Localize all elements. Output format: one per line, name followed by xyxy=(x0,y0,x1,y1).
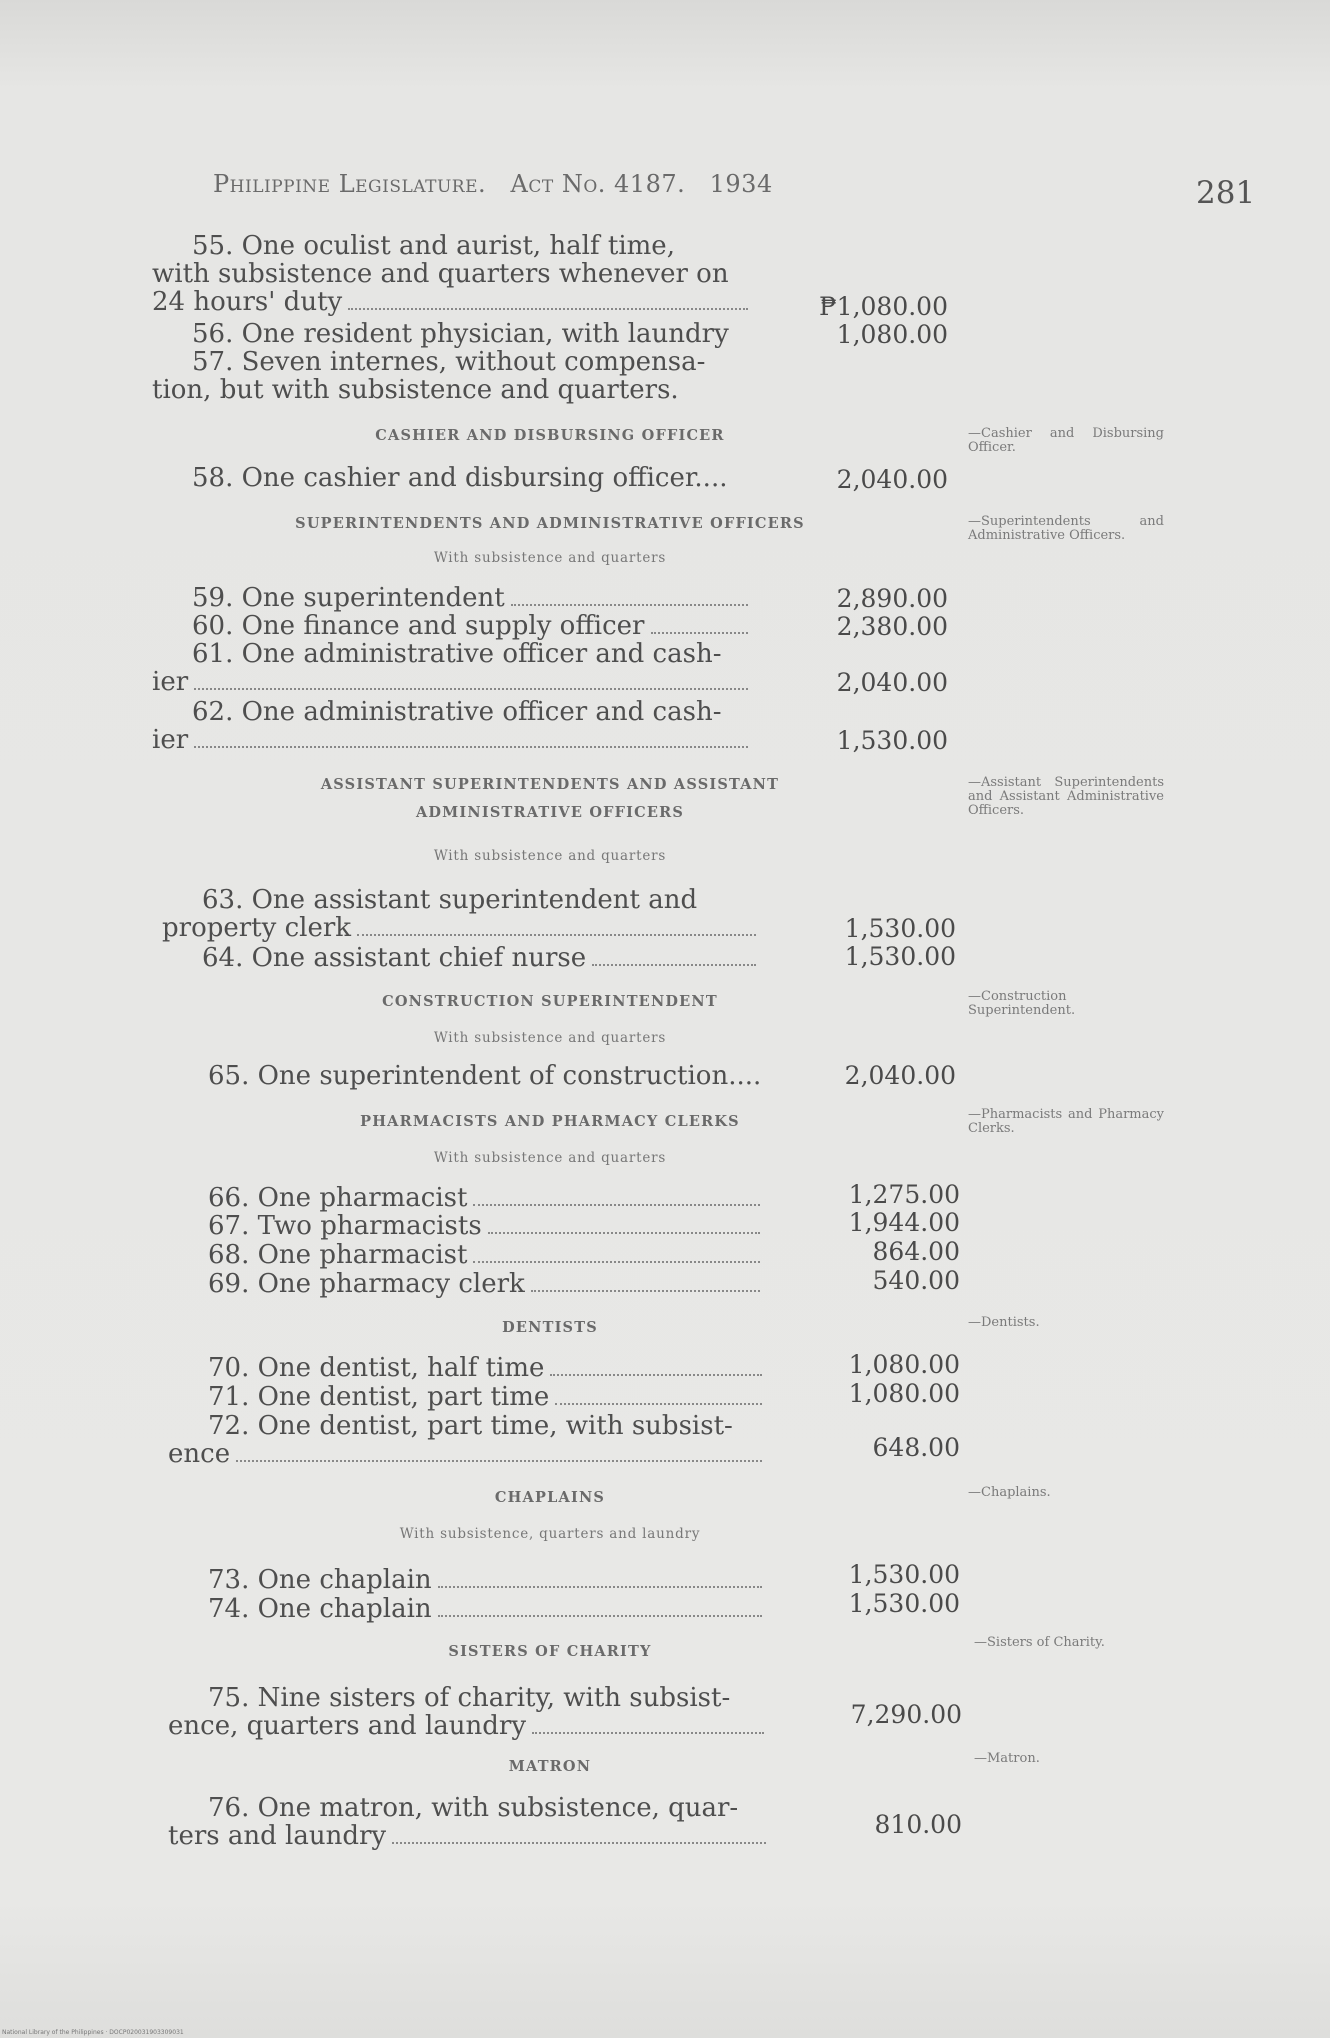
section-heading-assistants-line-2: ADMINISTRATIVE OFFICERS xyxy=(415,804,685,821)
margin-note-construction: —Construction Superintendent. xyxy=(968,989,1076,1018)
section-heading-matron: MATRON xyxy=(508,1758,592,1775)
amount-70: 1,080.00 xyxy=(848,1350,960,1379)
section-subheading-assistants: With subsistence and quarters xyxy=(433,848,667,864)
entry-70 xyxy=(168,1354,766,1382)
running-header xyxy=(213,170,773,198)
header-year: 1934 xyxy=(709,170,773,198)
section-heading-cashier: CASHIER AND DISBURSING OFFICER xyxy=(375,427,725,444)
section-heading-pharmacists: PHARMACISTS AND PHARMACY CLERKS xyxy=(360,1113,740,1130)
entry-71-line: 71. One dentist, part time xyxy=(208,1382,550,1412)
amount-64: 1,530.00 xyxy=(844,942,956,971)
entry-56 xyxy=(152,320,752,348)
section-subheading-superintendents: With subsistence and quarters xyxy=(433,550,667,566)
entry-68-line: 68. One pharmacist xyxy=(208,1240,468,1270)
entry-56-line: 56. One resident physician, with laundry xyxy=(192,319,729,349)
entry-67-line: 67. Two pharmacists xyxy=(208,1211,482,1241)
entry-65-line: 65. One superintendent of construction.... xyxy=(208,1061,762,1091)
entry-61-line-1: 61. One administrative officer and cash- xyxy=(192,639,722,669)
entry-62-line-1: 62. One administrative officer and cash- xyxy=(192,697,722,727)
header-act: Act No. 4187. xyxy=(510,170,686,198)
amount-65: 2,040.00 xyxy=(844,1061,956,1090)
entry-70-line: 70. One dentist, half time xyxy=(208,1353,545,1383)
amount-74: 1,530.00 xyxy=(848,1589,960,1618)
entry-63 xyxy=(162,886,760,942)
entry-76 xyxy=(168,1794,770,1850)
entry-63-line-1: 63. One assistant superintendent and xyxy=(202,885,698,915)
entry-61 xyxy=(152,640,752,696)
entry-63-line-2: property clerk xyxy=(162,913,352,943)
entry-66-line: 66. One pharmacist xyxy=(208,1183,468,1213)
header-legislature: Philippine Legislature. xyxy=(213,170,487,198)
section-heading-construction: CONSTRUCTION SUPERINTENDENT xyxy=(382,993,718,1010)
amount-61: 2,040.00 xyxy=(836,668,948,697)
entry-55-line-3: 24 hours' duty xyxy=(152,287,343,317)
amount-55: ₱1,080.00 xyxy=(819,292,948,321)
entry-67 xyxy=(168,1212,764,1240)
entry-61-line-2: ier xyxy=(152,667,189,697)
amount-62: 1,530.00 xyxy=(836,726,948,755)
entry-66 xyxy=(168,1184,764,1212)
section-heading-dentists: DENTISTS xyxy=(502,1319,598,1336)
entry-73 xyxy=(168,1566,766,1594)
entry-60-line: 60. One finance and supply officer xyxy=(192,611,645,641)
entry-58 xyxy=(152,464,752,492)
entry-62 xyxy=(152,698,752,754)
entry-58-line: 58. One cashier and disbursing officer.... xyxy=(192,463,728,493)
footer-watermark: National Library of the Philippines · DOCP020031903309031 xyxy=(2,2029,184,2036)
amount-72: 648.00 xyxy=(872,1433,960,1462)
entry-76-line-1: 76. One matron, with subsistence, quar- xyxy=(208,1793,739,1823)
entry-75-line-1: 75. Nine sisters of charity, with subsist- xyxy=(208,1683,731,1713)
entry-74 xyxy=(168,1595,766,1623)
entry-64-line: 64. One assistant chief nurse xyxy=(202,943,587,973)
entry-74-line: 74. One chaplain xyxy=(208,1594,432,1624)
entry-76-line-2: ters and laundry xyxy=(168,1821,387,1851)
amount-60: 2,380.00 xyxy=(836,612,948,641)
entry-62-line-2: ier xyxy=(152,725,189,755)
entry-69-line: 69. One pharmacy clerk xyxy=(208,1269,525,1299)
entry-64 xyxy=(162,944,760,972)
page-number: 281 xyxy=(1196,175,1256,211)
section-heading-sisters: SISTERS OF CHARITY xyxy=(448,1643,652,1660)
entry-57-line-2: tion, but with subsistence and quarters. xyxy=(152,375,679,405)
entry-55-line-1: 55. One oculist and aurist, half time, xyxy=(192,231,675,261)
margin-note-matron: —Matron. xyxy=(974,1751,1040,1766)
entry-57 xyxy=(152,348,752,404)
margin-note-superintendents: —Superintendents and Administrative Officers. xyxy=(968,514,1164,543)
entry-75-line-2: ence, quarters and laundry xyxy=(168,1711,527,1741)
section-heading-chaplains: CHAPLAINS xyxy=(494,1489,606,1506)
entry-72 xyxy=(168,1412,766,1468)
margin-note-sisters: —Sisters of Charity. xyxy=(974,1635,1105,1650)
entry-71 xyxy=(168,1383,766,1411)
amount-71: 1,080.00 xyxy=(848,1379,960,1408)
entry-72-line-1: 72. One dentist, part time, with subsist- xyxy=(208,1411,733,1441)
margin-note-dentists: —Dentists. xyxy=(968,1315,1040,1330)
amount-73: 1,530.00 xyxy=(848,1560,960,1589)
section-subheading-pharmacists: With subsistence and quarters xyxy=(433,1150,667,1166)
section-heading-superintendents: SUPERINTENDENTS AND ADMINISTRATIVE OFFICERS xyxy=(295,515,805,532)
margin-note-pharmacists: —Pharmacists and Pharmacy Clerks. xyxy=(968,1107,1164,1136)
entry-65 xyxy=(168,1062,764,1090)
section-heading-assistants-line-1: ASSISTANT SUPERINTENDENTS AND ASSISTANT xyxy=(320,776,780,793)
entry-75 xyxy=(168,1684,768,1740)
section-subheading-chaplains: With subsistence, quarters and laundry xyxy=(399,1526,701,1542)
margin-note-cashier: —Cashier and Disbursing Officer. xyxy=(968,426,1164,455)
entry-59-line: 59. One superintendent xyxy=(192,583,505,613)
amount-67: 1,944.00 xyxy=(848,1208,960,1237)
amount-68: 864.00 xyxy=(872,1237,960,1266)
entry-55 xyxy=(152,232,752,316)
amount-56: 1,080.00 xyxy=(836,320,948,349)
entry-57-line-1: 57. Seven internes, without compensa- xyxy=(192,347,706,377)
section-subheading-construction: With subsistence and quarters xyxy=(433,1030,667,1046)
amount-75: 7,290.00 xyxy=(850,1700,962,1729)
entry-59 xyxy=(152,584,752,612)
entry-69 xyxy=(168,1270,764,1298)
amount-63: 1,530.00 xyxy=(844,914,956,943)
margin-note-assistants: —Assistant Superintendents and Assistant Administrative Officers. xyxy=(968,775,1164,818)
amount-76: 810.00 xyxy=(874,1810,962,1839)
amount-66: 1,275.00 xyxy=(848,1180,960,1209)
margin-note-chaplains: —Chaplains. xyxy=(968,1485,1051,1500)
entry-72-line-2: ence xyxy=(168,1439,231,1469)
entry-68 xyxy=(168,1241,764,1269)
entry-55-line-2: with subsistence and quarters whenever on xyxy=(152,259,729,289)
entry-60 xyxy=(152,612,752,640)
entry-73-line: 73. One chaplain xyxy=(208,1565,432,1595)
amount-69: 540.00 xyxy=(872,1266,960,1295)
amount-58: 2,040.00 xyxy=(836,465,948,494)
amount-59: 2,890.00 xyxy=(836,584,948,613)
